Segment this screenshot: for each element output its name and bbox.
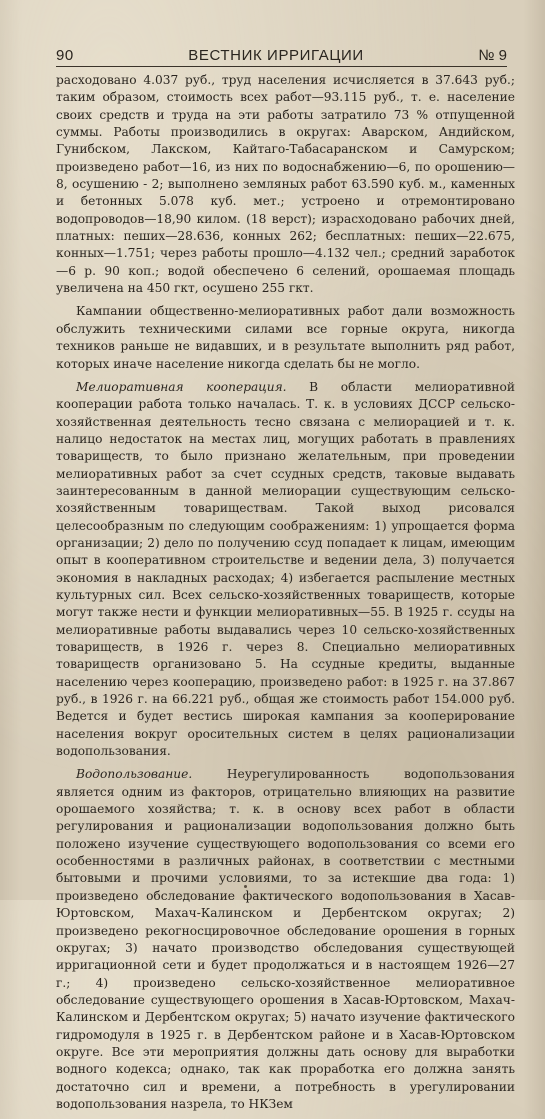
section-text-water-use: Неурегулированность водопользования является одним из факторов, отрицательно влияющих на развитие орошаемого хозяйства; т. к. в основу всех работ в области регулирования и рационализации водопользования должно быть положено изучение существующего водопользования со всеми его особенностями в различных районах, в соответствии с местными бытовыми и прочими условиями, то за истекшие два года: 1) произведено обследование фактического водопользования в Хасав-Юртовском, Махач-Калинском и Дербентском округах; 2) произведено рекогносцировочное обследование орошения в горных округах; 3) начато производство обследования существующей ирригационной сети и будет продолжаться и в настоящем 1926—27 г.; 4) произведено сельско-хозяйственное мелиоративное обследование существующего орошения в Хасав-Юртовском, Махач-Калинском и Дербентском округах; 5) начато изучение фактического гидромодуля в 1925 г. в Дербентском районе и в Хасав-Юртовском округе. Все эти мероприятия должны дать основу для выработки водного кодекса; однако, так как проработка его должна занять достаточно сил и времени, а потребность в урегулировании водопользования назрела, то НКЗем	[56, 767, 515, 1111]
paragraph-public-works-figures: расходовано 4.037 руб., труд населения исчисляется в 37.643 руб.; таким образом, стоимость всех работ—93.115 руб., т. е. население своих средств и труда на эти работы затратило 73 % отпущенной суммы. Работы производились в округах: Аварском, Андийском, Гунибском, Лакском, Кайтаго-Табасаранском и Самурском; произведено работ—16, из них по водоснабжению—6, по орошению—8, осушению - 2; выполнено земляных работ 63.590 куб. м., каменных и бетонных 5.078 куб. мет.; устроено и отремонтировано водопроводов—18,90 килом. (18 верст); израсходовано рабочих дней, платных: пеших—28.636, конных 262; бесплатных: пеших—22.675, конных—1.751; через работы прошло—4.132 чел.; средний заработок—6 р. 90 коп.; водой обеспечено 6 селений, орошаемая площадь увеличена на 450 гкт, осушено 255 гкт.	[56, 73, 515, 296]
section-heading-water-use: Водопользование.	[76, 767, 193, 782]
section-heading-cooperation: Мелиоративная кооперация.	[76, 379, 287, 394]
paragraph-campaign-results: Кампании общественно-мелиоративных работ дали возможность обслужить техническими силами все горные округа, никогда техников раньше не видавших, и в результате выполнить ряд работ, которых иначе население никогда сделать бы не могло.	[56, 304, 515, 371]
page-number: 90	[56, 47, 74, 64]
journal-title: ВЕСТНИК ИРРИГАЦИИ	[188, 47, 364, 64]
paragraph-melioration-cooperation	[56, 379, 515, 761]
print-speck	[244, 885, 247, 888]
section-text-cooperation: В области мелиоративной кооперации работа только началась. Т. к. в условиях ДССР сельско-хозяйственная деятельность тесно связана с мелиорацией и т. к. налицо недостаток на местах лиц, могущих работать в правлениях товариществ, то было признано желательным, при проведении мелиоративных работ за счет ссудных средств, таковые выдавать заинтересованным в данной мелиорации существующим сельско-хозяйственным товариществам. Такой выход рисовался целесообразным по следующим соображениям: 1) упрощается форма организации; 2) дело по получению ссуд попадает к лицам, имеющим опыт в кооперативном строительстве и ведении дела, 3) получается экономия в накладных расходах; 4) избегается распыление местных культурных сил. Всех сельско-хозяйственных товариществ, которые могут также нести и функции мелиоративных—55. В 1925 г. ссуды на мелиоративные работы выдавались через 10 сельско-хозяйственных товариществ, в 1926 г. через 8. Специально мелиоративных товариществ организовано 5. На ссудные кредиты, выданные населению через кооперацию, произведено работ: в 1925 г. на 37.867 руб., в 1926 г. на 66.221 руб., общая же стоимость работ 154.000 руб. Ведется и будет вестись широкая кампания за кооперирование населения вокруг оросительных систем в целях рационализации водопользования.	[56, 379, 515, 759]
paragraph-water-use	[56, 766, 515, 1113]
page-body	[56, 72, 515, 1119]
issue-number: № 9	[478, 47, 507, 64]
running-header	[56, 42, 507, 67]
